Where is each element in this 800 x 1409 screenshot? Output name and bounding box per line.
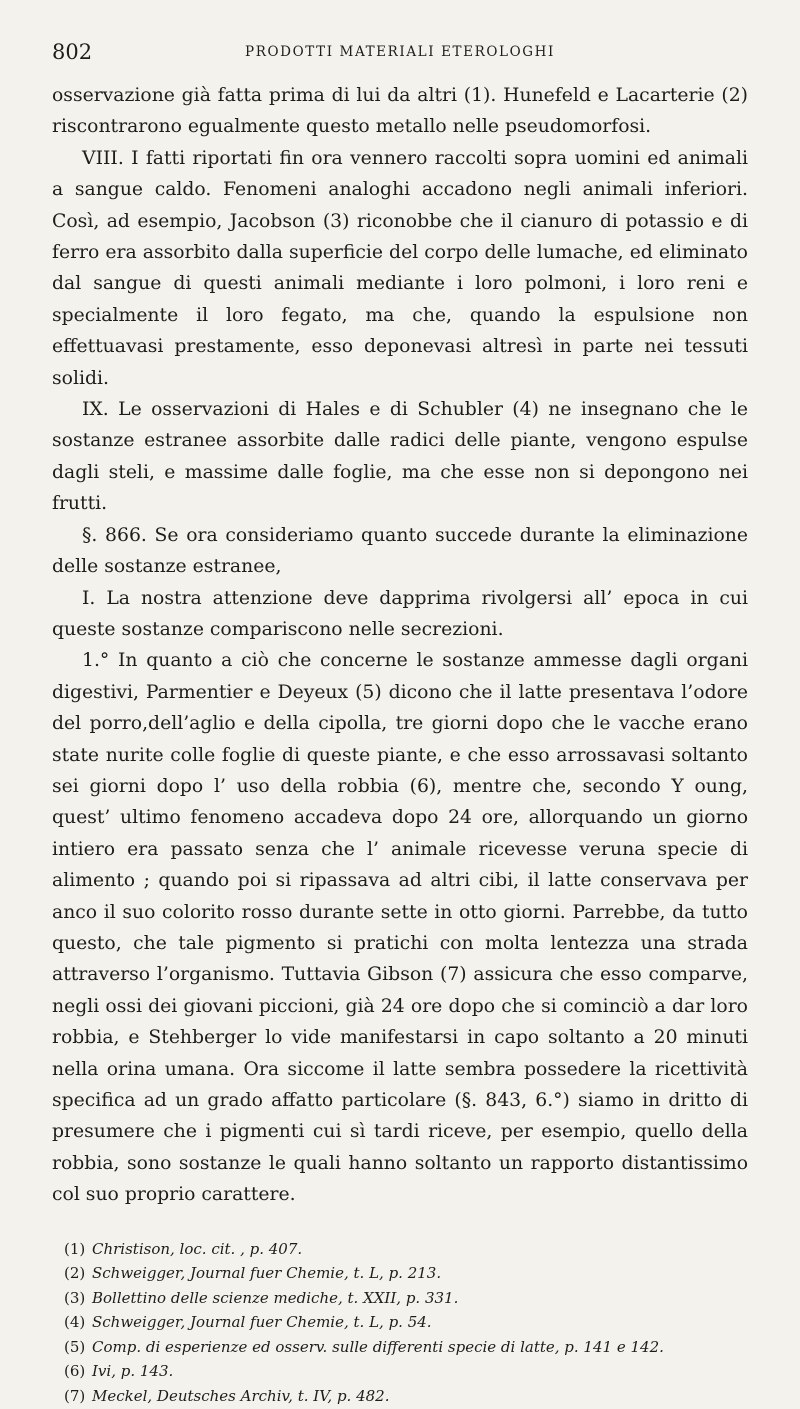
running-head: PRODOTTI MATERIALI ETEROLOGHI [245, 44, 555, 60]
footnote-number: (3) [64, 1288, 86, 1307]
footnote [64, 1261, 748, 1286]
footnote-text: Schweigger, Journal fuer Chemie, t. L, p. 213. [92, 1264, 442, 1283]
paragraph-section-866: §. 866. Se ora consideriamo quanto succede durante la eliminazione delle sostanze estranee, [52, 524, 748, 578]
footnote-number: (2) [64, 1264, 86, 1283]
footnote [64, 1359, 748, 1384]
paragraph-viii: VIII. I fatti riportati fin ora vennero raccolti sopra uomini ed animali a sangue caldo. Fenomeni analoghi accadono negli animali inferiori. Così, ad esempio, Jacobson (3) riconobbe che il cianuro di potassio e di ferro era assorbito dalla superficie del corpo delle lumache, ed eliminato dal sangue di questi animali mediante i loro polmoni, i loro reni e specialmente il loro fegato, ma che, quando la espulsione non effettuavasi prestamente, esso deponevasi altresì in parte nei tessuti solidi. [52, 147, 748, 389]
paragraph-i: I. La nostra attenzione deve dapprima rivolgersi all’ epoca in cui queste sostanze compariscono nelle secrezioni. [52, 587, 748, 640]
footnote-text: Bollettino delle scienze mediche, t. XXII, p. 331. [92, 1288, 459, 1307]
footnotes [52, 1237, 748, 1409]
paragraph-ix: IX. Le osservazioni di Hales e di Schubler (4) ne insegnano che le sostanze estranee assorbite dalle radici delle piante, vengono espulse dagli steli, e massime dalle foglie, ma che esse non si depongono nei frutti. [52, 399, 748, 515]
paragraph-1: 1.° In quanto a ciò che concerne le sostanze ammesse dagli organi digestivi, Parmentier e Deyeux (5) dicono che il latte presentava l’odore del porro,dell’aglio e della cipolla, tre giorni dopo che le vacche erano state nurite colle foglie di queste piante, e che esso arrossavasi soltanto sei giorni dopo l’ uso della robbia (6), mentre che, secondo Y oung, quest’ ultimo fenomeno accadeva dopo 24 ore, allorquando un giorno intiero era passato senza che l’ animale ricevesse veruna specie di alimento ; quando poi si ripassava ad altri cibi, il latte conservava per anco il suo colorito rosso durante sette in otto giorni. Parrebbe, da tutto questo, che tale pigmento si pratichi con molta lentezza una strada attraverso l’organismo. Tuttavia Gibson (7) assicura che esso comparve, negli ossi dei giovani piccioni, già 24 ore dopo che si cominciò a dar loro robbia, e Stehberger lo vide manifestarsi in capo soltanto a 20 minuti nella orina umana. Ora siccome il latte sembra possedere la ricettività specifica ad un grado affatto particolare (§. 843, 6.°) siamo in dritto di presumere che i pigmenti cui sì tardi riceve, per esempio, quello della robbia, sono sostanze le quali hanno soltanto un rapporto distantissimo col suo proprio carattere. [52, 650, 748, 1206]
footnote-text: Christison, loc. cit. , p. 407. [92, 1239, 303, 1258]
footnote-text: Comp. di esperienze ed osserv. sulle differenti specie di latte, p. 141 e 142. [92, 1337, 664, 1356]
footnote-number: (6) [64, 1362, 86, 1381]
footnote-text: Schweigger, Journal fuer Chemie, t. L, p. 54. [92, 1313, 432, 1332]
footnote [64, 1310, 748, 1335]
footnote-number: (1) [64, 1239, 86, 1258]
footnote-text: Ivi, p. 143. [92, 1362, 174, 1381]
page-number: 802 [52, 40, 93, 64]
body-text [52, 80, 748, 1211]
footnote-number: (7) [64, 1386, 86, 1405]
footnote-text: Meckel, Deutsches Archiv, t. IV, p. 482. [92, 1386, 390, 1405]
footnote-number: (5) [64, 1337, 86, 1356]
footnote [64, 1335, 748, 1360]
footnote-number: (4) [64, 1313, 86, 1332]
page-header [52, 40, 748, 80]
footnote [64, 1384, 748, 1409]
paragraph-continuation: osservazione già fatta prima di lui da altri (1). Hunefeld e Lacarterie (2) riscontrarono egualmente questo metallo nelle pseudomorfosi. [52, 85, 748, 138]
footnote [64, 1286, 748, 1311]
footnote [64, 1237, 748, 1262]
